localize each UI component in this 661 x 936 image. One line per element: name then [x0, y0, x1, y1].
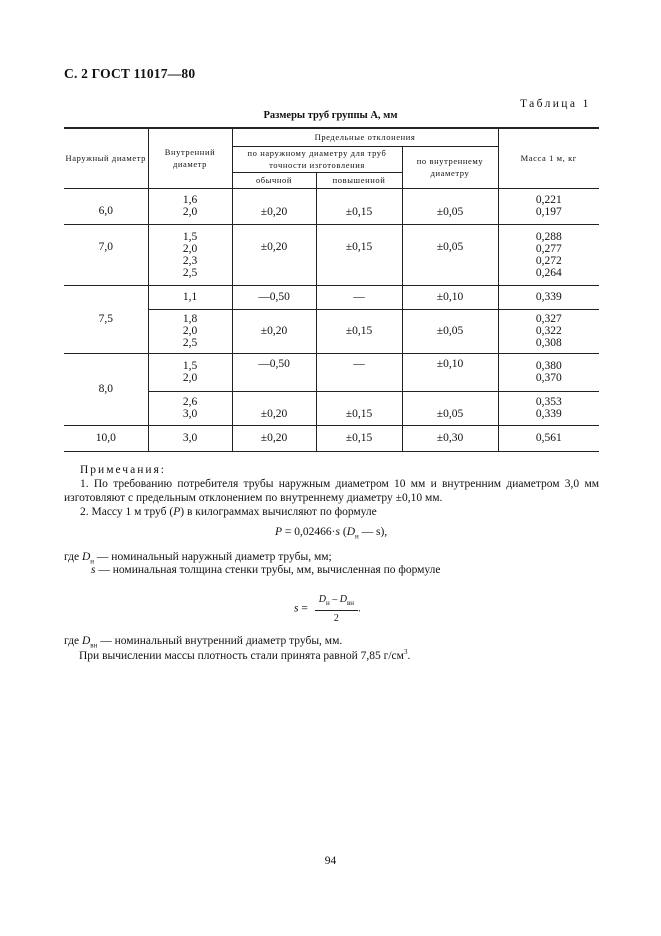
- mass-formula: P = 0,02466·s ($D_н$ — s),: [275, 526, 388, 541]
- cell-mass: 0,380 0,370: [498, 353, 599, 391]
- cell-inner-deviation: ±0,10: [402, 285, 498, 309]
- cell-mass: 0,221 0,197: [498, 188, 599, 224]
- cell-inner-deviation: ±0,05: [402, 188, 498, 224]
- cell-mass: 0,327 0,322 0,308: [498, 309, 599, 353]
- cell-mass: 0,288 0,277 0,272 0,264: [498, 224, 599, 285]
- cell-inner-deviation: ±0,05: [402, 391, 498, 425]
- table-row: [64, 188, 599, 224]
- header-mass: Масса 1 м, кг: [498, 128, 599, 188]
- header-inner-diameter: Внутренний диаметр: [148, 128, 232, 188]
- cell-inner: 1,5 2,0 2,3 2,5: [148, 224, 232, 285]
- header-ordinary: обычной: [232, 172, 316, 188]
- cell-inner-deviation: ±0,05: [402, 224, 498, 285]
- cell-ordinary: ±0,20: [232, 391, 316, 425]
- cell-inner: 1,1: [148, 285, 232, 309]
- table-title: Размеры труб группы А, мм: [263, 110, 398, 121]
- notes-block: [64, 463, 599, 519]
- header-outer-diameter: Наружный диаметр: [64, 128, 148, 188]
- note-2: 2. Массу 1 м труб (P) в килограммах вычисляют по формуле: [80, 506, 377, 518]
- cell-inner: 2,6 3,0: [148, 391, 232, 425]
- cell-inner: 1,8 2,0 2,5: [148, 309, 232, 353]
- cell-inner-deviation: ±0,10: [402, 353, 498, 391]
- document-header: С. 2 ГОСТ 11017—80: [64, 66, 196, 81]
- header-by-inner: по внутреннему диаметру: [402, 146, 498, 188]
- thickness-formula: s = $\frac{D_н - D_{вн}}{2}$ .: [294, 594, 361, 624]
- header-deviations: Предельные отклонения: [232, 128, 498, 146]
- note-1: 1. По требованию потребителя трубы наружным диаметром 10 мм и внутренним диаметром 3,0 мм изготовляют с предельным отклонением по внутреннему диаметру ±0,10 мм.: [64, 478, 599, 504]
- pipe-dimensions-table: [64, 127, 599, 452]
- cell-increased: ±0,15: [316, 188, 402, 224]
- cell-ordinary: ±0,20: [232, 188, 316, 224]
- cell-increased: ±0,15: [316, 391, 402, 425]
- cell-inner-deviation: ±0,30: [402, 425, 498, 451]
- page-number: 94: [324, 855, 337, 867]
- cell-inner: 1,6 2,0: [148, 188, 232, 224]
- cell-outer: 7,5: [64, 285, 148, 353]
- header-increased: повышенной: [316, 172, 402, 188]
- where-outer-diameter: где $D_н$ — номинальный наружный диаметр трубы, мм;: [64, 551, 332, 566]
- cell-ordinary: ±0,20: [232, 425, 316, 451]
- cell-ordinary: ±0,20: [232, 224, 316, 285]
- thickness-fraction: $\frac{D_н - D_{вн}}{2}$: [315, 594, 358, 624]
- cell-increased: ±0,15: [316, 224, 402, 285]
- cell-outer: 6,0: [98, 205, 113, 217]
- cell-increased: —: [316, 285, 402, 309]
- cell-mass: 0,561: [498, 425, 599, 451]
- cell-outer: 7,0: [64, 224, 148, 285]
- notes-title: Примечания:: [80, 464, 166, 476]
- where-inner-diameter: где $D_{вн}$ — номинальный внутренний диаметр трубы, мм.: [64, 635, 343, 650]
- cell-outer: 8,0: [64, 353, 148, 425]
- cell-mass: 0,353 0,339: [498, 391, 599, 425]
- cell-outer: 10,0: [64, 425, 148, 451]
- table-row: [64, 353, 599, 391]
- density-note: При вычислении массы плотность стали принята равной 7,85 $г/см^3$.: [79, 648, 411, 662]
- cell-ordinary: —0,50: [232, 285, 316, 309]
- cell-mass: 0,339: [498, 285, 599, 309]
- table-row: [64, 285, 599, 309]
- cell-inner: 1,5 2,0: [148, 353, 232, 391]
- header-by-outer: по наружному диаметру для труб точности изготовления: [232, 146, 402, 172]
- cell-ordinary: —0,50: [232, 353, 316, 391]
- cell-ordinary: ±0,20: [232, 309, 316, 353]
- cell-inner-deviation: ±0,05: [402, 309, 498, 353]
- table-row: [64, 224, 599, 285]
- cell-increased: ±0,15: [316, 425, 402, 451]
- cell-increased: ±0,15: [316, 309, 402, 353]
- cell-increased: —: [316, 353, 402, 391]
- where-wall-thickness: s — номинальная толщина стенки трубы, мм, вычисленная по формуле: [91, 564, 441, 576]
- table-row: [64, 425, 599, 451]
- cell-inner: 3,0: [148, 425, 232, 451]
- table-label: Таблица 1: [520, 98, 591, 110]
